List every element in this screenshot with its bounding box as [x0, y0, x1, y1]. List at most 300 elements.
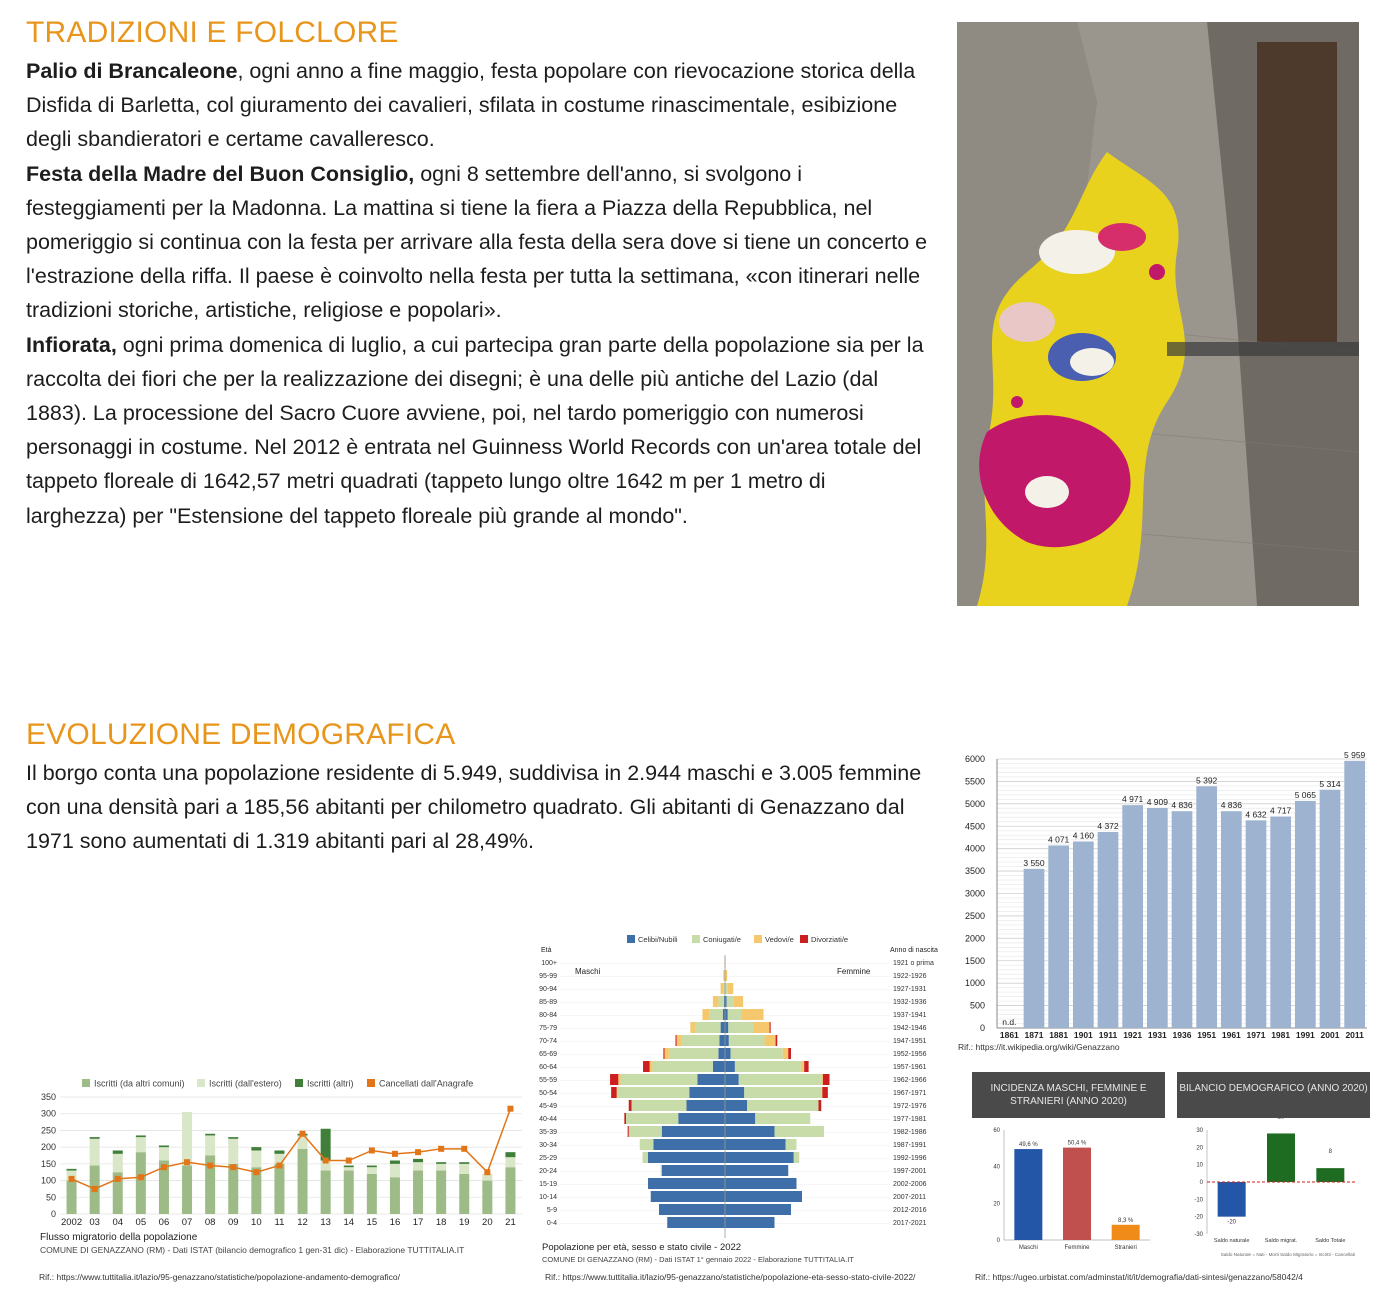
x-tick-label: 19 — [458, 1217, 470, 1228]
x-tick-label: 12 — [297, 1217, 308, 1228]
migration-bar-0 — [413, 1171, 423, 1214]
male-bar-coniugati — [669, 1048, 719, 1059]
male-bar-divorziati — [628, 1126, 629, 1137]
x-tick-label: 2011 — [1345, 1030, 1364, 1040]
demographic-balance-svg — [1177, 1118, 1370, 1258]
birth-year-label: 1987-1991 — [893, 1142, 927, 1149]
section-heading-traditions: TRADIZIONI E FOLCLORE — [26, 16, 399, 49]
male-bar-celibi — [687, 1100, 726, 1111]
bar-value-label: 3 550 — [1023, 857, 1045, 868]
incidence-bar — [1112, 1225, 1140, 1240]
y-tick-label: 50 — [45, 1192, 56, 1203]
pyramid-svg — [535, 930, 945, 1240]
female-bar-coniugati — [775, 1126, 825, 1137]
x-tick-label: Saldo naturale — [1213, 1238, 1250, 1244]
population-bar — [1320, 790, 1341, 1028]
migration-bar-1 — [205, 1135, 215, 1155]
x-tick-label: 1861 — [999, 1030, 1019, 1040]
female-bar-coniugati — [747, 1100, 819, 1111]
x-tick-label: 1991 — [1295, 1030, 1315, 1040]
birth-year-label: 1957-1961 — [893, 1064, 927, 1071]
migration-svg — [22, 1075, 527, 1235]
male-bar-coniugati — [640, 1139, 654, 1150]
legend-swatch — [367, 1079, 375, 1087]
infiorata-illustration — [957, 22, 1359, 606]
male-bar-celibi — [654, 1139, 726, 1150]
traditions-text — [26, 54, 931, 533]
bar-value-label: 8,3 % — [1117, 1217, 1134, 1224]
y-tick-label: 0 — [50, 1209, 56, 1219]
cancellati-point — [253, 1169, 259, 1175]
balance-bar — [1316, 1168, 1344, 1182]
x-tick-label: 1951 — [1197, 1030, 1217, 1040]
male-bar-coniugati — [681, 1035, 720, 1046]
section-heading-demography: EVOLUZIONE DEMOGRAFICA — [26, 718, 456, 751]
age-label: 85-89 — [539, 999, 557, 1006]
bar-value-label: 5 314 — [1319, 778, 1341, 789]
migration-bar-1 — [113, 1154, 123, 1172]
female-bar-celibi — [725, 1048, 731, 1059]
female-bar-celibi — [725, 1009, 728, 1020]
birth-year-label: 1952-1956 — [893, 1051, 927, 1058]
y-tick-label: 10 — [1196, 1162, 1203, 1169]
male-bar-divorziati — [611, 1087, 617, 1098]
male-bar-coniugati — [709, 1009, 723, 1020]
gender-incidence-chart — [972, 1072, 1165, 1262]
age-label: 65-69 — [539, 1051, 557, 1058]
birth-year-label: 1927-1931 — [893, 986, 927, 993]
female-bar-celibi — [725, 1178, 797, 1189]
male-bar-coniugati — [718, 996, 724, 1007]
migration-bar-0 — [367, 1174, 377, 1214]
legend-swatch — [82, 1079, 90, 1087]
population-bar — [1246, 820, 1267, 1028]
y-tick-label: 0 — [996, 1238, 1000, 1244]
y-tick-label: 0 — [979, 1023, 985, 1033]
x-tick-label: 2002 — [60, 1217, 83, 1228]
female-bar-celibi — [725, 1139, 786, 1150]
legend-label: Iscritti (dall'estero) — [209, 1078, 282, 1089]
x-tick-label: 03 — [89, 1217, 100, 1228]
female-bar-vedovi — [742, 1009, 764, 1020]
female-bar-vedovi — [821, 1087, 822, 1098]
y-tick-label: 4000 — [964, 843, 985, 854]
male-bar-celibi — [698, 1074, 726, 1085]
migration-bar-2 — [251, 1147, 261, 1150]
bar-value-label: 4 372 — [1097, 820, 1119, 831]
bar-value-label: 8 — [1328, 1149, 1333, 1156]
age-label: 30-34 — [539, 1142, 557, 1149]
y-tick-label: 0 — [1199, 1180, 1203, 1186]
x-tick-label: 15 — [366, 1217, 378, 1228]
birth-year-label: 1937-1941 — [893, 1012, 927, 1019]
male-bar-vedovi — [677, 1035, 681, 1046]
female-bar-coniugati — [727, 996, 734, 1007]
male-bar-divorziati — [663, 1048, 664, 1059]
migration-bar-1 — [159, 1147, 169, 1160]
male-bar-vedovi — [650, 1061, 653, 1072]
x-tick-label: 07 — [181, 1217, 193, 1228]
female-bar-coniugati — [731, 1048, 783, 1059]
birth-year-label: 1922-1926 — [893, 973, 927, 980]
gender-incidence-title: INCIDENZA MASCHI, FEMMINE E STRANIERI (ANNO 2020) — [972, 1072, 1165, 1118]
female-bar-coniugati — [794, 1152, 800, 1163]
age-label: 70-74 — [539, 1038, 557, 1045]
migration-bar-2 — [436, 1162, 446, 1164]
male-bar-coniugati — [696, 1022, 721, 1033]
y-tick-label: 150 — [40, 1158, 56, 1169]
male-bar-vedovi — [702, 1009, 709, 1020]
migration-bar-2 — [228, 1137, 238, 1139]
population-bar — [1270, 817, 1291, 1028]
male-bar-vedovi — [617, 1087, 618, 1098]
y-tick-label: -30 — [1194, 1232, 1203, 1238]
y-tick-label: 2000 — [964, 933, 985, 944]
x-tick-label: Femmine — [1064, 1245, 1090, 1251]
migration-bar-1 — [251, 1150, 261, 1167]
female-bar-coniugati — [729, 1035, 765, 1046]
y-tick-label: 60 — [993, 1128, 1000, 1134]
age-label: 60-64 — [539, 1064, 557, 1071]
y-tick-label: 200 — [40, 1142, 56, 1153]
female-bar-celibi — [725, 1035, 729, 1046]
x-tick-label: 1971 — [1246, 1030, 1266, 1040]
male-bar-celibi — [662, 1165, 725, 1176]
population-pyramid-chart — [535, 930, 945, 1285]
x-tick-label — [883, 1239, 897, 1240]
cancellati-point — [461, 1146, 467, 1152]
migration-bar-0 — [321, 1171, 331, 1214]
female-bar-vedovi — [801, 1061, 804, 1072]
female-bar-divorziati — [823, 1074, 830, 1085]
birth-year-label: 1977-1981 — [893, 1116, 927, 1123]
female-bar-vedovi — [783, 1048, 789, 1059]
migration-bar-1 — [436, 1164, 446, 1171]
male-bar-vedovi — [721, 983, 724, 994]
x-tick-label: 08 — [204, 1217, 216, 1228]
gender-incidence-svg — [972, 1118, 1165, 1258]
y-tick-label: 2500 — [964, 910, 985, 921]
incidence-bar — [1014, 1149, 1042, 1240]
female-bar-celibi — [725, 1061, 735, 1072]
palio-title: Palio di Brancaleone — [26, 59, 238, 83]
x-tick-label: 20 — [482, 1217, 493, 1228]
male-bar-vedovi — [665, 1048, 669, 1059]
demographic-balance-chart — [1177, 1072, 1370, 1262]
cancellati-point — [346, 1158, 352, 1164]
migration-bar-2 — [136, 1135, 146, 1137]
legend-label: Coniugati/e — [703, 935, 741, 944]
cancellati-point — [507, 1106, 513, 1112]
age-label: 15-19 — [539, 1181, 557, 1188]
migration-bar-1 — [390, 1164, 400, 1177]
demography-paragraph: Il borgo conta una popolazione residente di 5.949, suddivisa in 2.944 maschi e 3.005 femmine con una densità pari a 185,56 abitanti per chilometro quadrato. Gli abitanti di Genazzano dal 1971 sono aumentati di 1.319 abitanti pari al 28,49%. — [26, 761, 922, 854]
age-label: 100+ — [541, 960, 557, 967]
migration-bar-1 — [505, 1157, 515, 1167]
y-tick-label: 300 — [40, 1108, 56, 1119]
age-label: 80-84 — [539, 1012, 557, 1019]
female-bar-vedovi — [733, 996, 743, 1007]
population-history-chart — [955, 745, 1375, 1055]
x-tick-label: 16 — [389, 1217, 401, 1228]
balance-footnote: Saldo Naturale = Nati - Morti Saldo Migratorio = Iscritti - Cancellati — [1220, 1252, 1355, 1257]
legend-swatch — [754, 935, 762, 943]
female-bar-celibi — [725, 1126, 775, 1137]
x-tick-label — [553, 1239, 567, 1240]
festa-paragraph — [26, 157, 931, 328]
population-bar — [1344, 761, 1365, 1028]
palio-description: , ogni anno a fine maggio, festa popolare con rievocazione storica della Disfida di Barletta, col giuramento dei cavalieri, sfilata in costume rinascimentale, esibizione degli sbandieratori e certame cavalleresco. — [26, 59, 916, 152]
migration-bar-2 — [459, 1162, 469, 1164]
age-label: 95-99 — [539, 973, 557, 980]
male-bar-celibi — [648, 1152, 725, 1163]
male-bar-celibi — [667, 1217, 725, 1228]
bar-value-label: 4 909 — [1146, 796, 1168, 807]
cancellati-point — [323, 1158, 329, 1164]
migration-bar-0 — [182, 1166, 192, 1214]
female-bar-celibi — [725, 1217, 775, 1228]
urbistat-source: Rif.: https://ugeo.urbistat.com/adminstat/it/it/demografia/dati-sintesi/genazzano/58042/4 — [975, 1272, 1303, 1282]
migration-bar-2 — [413, 1159, 423, 1162]
female-bar-celibi — [725, 1100, 747, 1111]
male-bar-celibi — [718, 1048, 725, 1059]
migration-bar-1 — [367, 1167, 377, 1174]
population-bar — [1221, 811, 1242, 1028]
female-bar-coniugati — [744, 1087, 821, 1098]
x-tick-label: 1961 — [1221, 1030, 1241, 1040]
female-bar-vedovi — [726, 970, 728, 981]
x-tick-label: 1881 — [1049, 1030, 1069, 1040]
legend-label: Celibi/Nubili — [638, 935, 678, 944]
wikipedia-source: Rif.: https://it.wikipedia.org/wiki/Genazzano — [958, 1042, 1120, 1052]
cancellati-point — [300, 1131, 306, 1137]
x-tick-label: 18 — [435, 1217, 447, 1228]
x-tick-label — [773, 1239, 787, 1240]
male-bar-coniugati — [632, 1100, 687, 1111]
migration-bar-0 — [67, 1181, 77, 1214]
legend-swatch — [800, 935, 808, 943]
male-bar-coniugati — [618, 1087, 690, 1098]
x-tick-label: 05 — [135, 1217, 147, 1228]
male-bar-celibi — [651, 1191, 725, 1202]
x-tick-label: Stranieri — [1114, 1245, 1137, 1251]
bar-value-label: 4 632 — [1245, 809, 1267, 820]
migration-bar-1 — [136, 1137, 146, 1152]
bar-value-label: 49,6 % — [1018, 1142, 1038, 1149]
migration-subtitle: COMUNE DI GENAZZANO (RM) - Dati ISTAT (bilancio demografico 1 gen-31 dic) - Elaborazione TUTTITALIA.IT — [40, 1245, 465, 1255]
migration-bar-0 — [459, 1174, 469, 1214]
female-bar-celibi — [725, 1191, 802, 1202]
x-tick-label: 13 — [320, 1217, 331, 1228]
population-bar — [1147, 808, 1168, 1028]
cancellati-point — [184, 1159, 190, 1165]
male-bar-celibi — [689, 1087, 725, 1098]
female-bar-celibi — [725, 1152, 794, 1163]
migration-bar-1 — [459, 1164, 469, 1174]
incidence-bar — [1063, 1148, 1091, 1240]
birth-year-label: 1992-1996 — [893, 1155, 927, 1162]
birth-year-label: 1997-2001 — [893, 1168, 927, 1175]
x-tick-label: 21 — [505, 1217, 516, 1228]
male-bar-divorziati — [643, 1061, 650, 1072]
bar-value-label: 4 071 — [1048, 834, 1070, 845]
migration-bar-1 — [344, 1167, 354, 1170]
age-label: 35-39 — [539, 1129, 557, 1136]
female-bar-divorziati — [804, 1061, 808, 1072]
x-tick-label: 09 — [227, 1217, 239, 1228]
age-label: 25-29 — [539, 1155, 557, 1162]
male-bar-divorziati — [610, 1074, 618, 1085]
y-tick-label: 100 — [40, 1175, 56, 1186]
age-header: Età — [541, 947, 552, 954]
infiorata-photo — [957, 22, 1359, 606]
cancellati-point — [276, 1163, 282, 1169]
y-tick-label: -10 — [1194, 1197, 1203, 1204]
female-bar-celibi — [725, 1204, 791, 1215]
migration-source: Rif.: https://www.tuttitalia.it/lazio/95-genazzano/statistiche/popolazione-andamento-demografico/ — [39, 1272, 400, 1282]
birth-year-label: 1982-1986 — [893, 1129, 927, 1136]
birth-year-label: 1967-1971 — [893, 1090, 927, 1097]
x-tick-label: 1931 — [1147, 1030, 1167, 1040]
bar-value-label: 50,4 % — [1067, 1140, 1087, 1147]
birth-year-label: 2017-2021 — [893, 1220, 927, 1227]
birth-year-label: 1942-1946 — [893, 1025, 927, 1032]
female-bar-divorziati — [770, 1022, 771, 1033]
x-tick-label — [828, 1239, 842, 1240]
y-tick-label: 4500 — [964, 821, 985, 832]
migration-bar-2 — [367, 1166, 377, 1168]
infiorata-paragraph — [26, 328, 931, 533]
population-bar — [1048, 845, 1069, 1028]
female-bar-coniugati — [728, 1009, 742, 1020]
x-tick-label: Maschi — [1018, 1245, 1038, 1251]
age-label: 50-54 — [539, 1090, 557, 1097]
male-bar-coniugati — [626, 1113, 678, 1124]
y-tick-label: 40 — [993, 1164, 1000, 1171]
population-bar — [1122, 805, 1143, 1028]
male-bar-vedovi — [690, 1022, 696, 1033]
migration-bar-1 — [274, 1154, 284, 1164]
migration-bar-1 — [228, 1139, 238, 1164]
legend-label: Vedovi/e — [765, 935, 794, 944]
pyramid-title: Popolazione per età, sesso e stato civile - 2022 — [542, 1242, 742, 1253]
y-tick-label: 20 — [993, 1201, 1000, 1208]
population-bar — [1024, 869, 1045, 1028]
cancellati-point — [92, 1186, 98, 1192]
migration-bar-2 — [505, 1152, 515, 1157]
migration-bar-2 — [390, 1161, 400, 1164]
male-bar-celibi — [659, 1204, 725, 1215]
birth-year-label: 1947-1951 — [893, 1038, 927, 1045]
cancellati-point — [207, 1163, 213, 1169]
y-tick-label: 3000 — [964, 888, 985, 899]
population-bar — [1073, 841, 1094, 1028]
age-label: 0-4 — [546, 1220, 557, 1227]
male-bar-coniugati — [661, 1165, 662, 1176]
population-history-svg — [955, 745, 1375, 1040]
male-bar-celibi — [678, 1113, 725, 1124]
x-tick-label: Saldo Totale — [1315, 1238, 1346, 1244]
male-bar-coniugati — [629, 1126, 662, 1137]
male-bar-divorziati — [629, 1100, 632, 1111]
y-tick-label: 3500 — [964, 866, 985, 877]
cancellati-point — [369, 1147, 375, 1153]
y-tick-label: 5000 — [964, 798, 985, 809]
birth-year-label: 1972-1976 — [893, 1103, 927, 1110]
migration-bar-0 — [436, 1171, 446, 1214]
birth-year-label: 1921 o prima — [893, 960, 934, 967]
bar-value-label: 5 065 — [1294, 789, 1316, 800]
cancellati-point — [115, 1176, 121, 1182]
population-bar — [1295, 801, 1316, 1028]
pyramid-subtitle: COMUNE DI GENAZZANO (RM) - Dati ISTAT 1° gennaio 2022 - Elaborazione TUTTITALIA.IT — [542, 1255, 854, 1264]
birth-year-label: 1932-1936 — [893, 999, 927, 1006]
male-bar-celibi — [648, 1178, 725, 1189]
migration-bar-0 — [228, 1164, 238, 1214]
y-tick-label: 20 — [1196, 1145, 1203, 1152]
age-label: 90-94 — [539, 986, 557, 993]
bar-value-label: 5 959 — [1344, 749, 1366, 760]
cancellati-point — [415, 1149, 421, 1155]
y-tick-label: 350 — [40, 1092, 56, 1102]
birth-year-label: 2012-2016 — [893, 1207, 927, 1214]
population-bar — [1196, 786, 1217, 1028]
male-bar-coniugati — [652, 1061, 713, 1072]
x-tick-label: 1936 — [1172, 1030, 1192, 1040]
female-bar-divorziati — [776, 1035, 778, 1046]
female-bar-coniugati — [786, 1139, 797, 1150]
bar-value-label: 5 392 — [1196, 775, 1218, 786]
festa-title: Festa della Madre del Buon Consiglio, — [26, 161, 415, 186]
migration-bar-1 — [413, 1162, 423, 1170]
migration-bar-0 — [344, 1171, 354, 1214]
birth-year-header: Anno di nascita — [890, 947, 938, 954]
x-tick-label: 2001 — [1320, 1030, 1340, 1040]
migration-bar-0 — [505, 1167, 515, 1214]
male-bar-vedovi — [713, 996, 719, 1007]
male-bar-vedovi — [723, 970, 724, 981]
migration-bar-1 — [90, 1139, 100, 1166]
x-tick-label: 1981 — [1271, 1030, 1291, 1040]
legend-swatch — [692, 935, 700, 943]
female-bar-vedovi — [765, 1035, 776, 1046]
female-bar-celibi — [725, 1113, 755, 1124]
x-tick-label: 17 — [412, 1217, 424, 1228]
migration-bar-0 — [274, 1164, 284, 1214]
y-tick-label: 500 — [969, 1000, 985, 1011]
bar-value-label: n.d. — [1002, 1017, 1017, 1027]
balance-bar — [1267, 1133, 1295, 1182]
bar-value-label — [1278, 1118, 1285, 1120]
female-bar-celibi — [725, 1022, 728, 1033]
male-bar-coniugati — [621, 1074, 698, 1085]
female-bar-vedovi — [753, 1022, 770, 1033]
migration-bar-2 — [67, 1169, 77, 1171]
x-tick-label — [723, 1239, 728, 1240]
migration-bar-0 — [136, 1152, 146, 1214]
bar-value-label: 4 717 — [1270, 805, 1292, 816]
female-bar-coniugati — [755, 1113, 810, 1124]
y-tick-label: -20 — [1194, 1214, 1203, 1221]
female-bar-celibi — [725, 1074, 739, 1085]
infiorata-description: ogni prima domenica di luglio, a cui partecipa gran parte della popolazione sia per la raccolta dei fiori che per la realizzazione dei disegni; è una delle più antiche del Lazio (dal 1883). La processione del Sacro Cuore avviene, poi, nel tardo pomeriggio con numerosi personaggi in costume. Nel 2012 è entrata nel Guinness World Records con un'area totale del tappeto floreale di 1642,57 metri quadrati (tappeto lungo oltre 1642 m per 1 metro di larghezza) per "Estensione del tappeto floreale più grande al mondo". — [26, 332, 924, 528]
population-bar — [1098, 832, 1119, 1028]
cancellati-point — [138, 1174, 144, 1180]
male-bar-celibi — [713, 1061, 725, 1072]
x-tick-label: 14 — [343, 1217, 355, 1228]
male-bar-celibi — [662, 1126, 725, 1137]
bar-value-label: 4 160 — [1072, 830, 1094, 841]
